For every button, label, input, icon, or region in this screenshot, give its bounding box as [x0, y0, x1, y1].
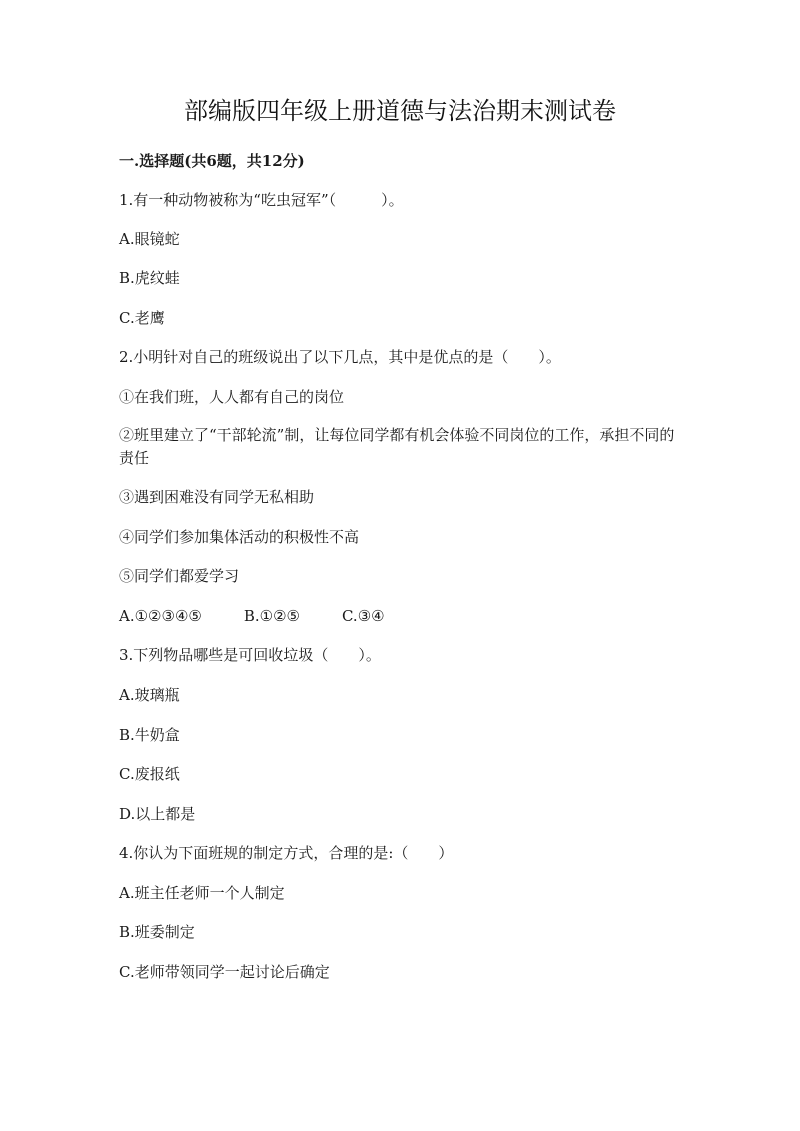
- question-4-stem: 4.你认为下面班规的制定方式，合理的是:（ ）: [119, 844, 454, 862]
- question-4-option-a: A.班主任老师一个人制定: [119, 884, 285, 902]
- question-4-option-b: B.班委制定: [119, 923, 195, 941]
- question-2-stem: 2.小明针对自己的班级说出了以下几点，其中是优点的是（ ）。: [119, 348, 561, 366]
- question-2-statement-5: ⑤同学们都爱学习: [119, 567, 240, 585]
- question-2-option-b: B.①②⑤: [243, 607, 300, 625]
- question-1-option-b: B.虎纹蛙: [119, 269, 180, 287]
- question-2-statement-3: ③遇到困难没有同学无私相助: [119, 488, 315, 506]
- question-2-option-a: A.①②③④⑤: [119, 607, 202, 625]
- question-3-option-a: A.玻璃瓶: [119, 686, 180, 704]
- question-3-option-d: D.以上都是: [119, 805, 196, 823]
- question-1-stem: 1.有一种动物被称为“吃虫冠军”（ ）。: [119, 191, 404, 209]
- question-2-option-c: C.③④: [341, 607, 385, 625]
- page-title: 部编版四年级上册道德与法治期末测试卷: [184, 97, 616, 125]
- question-2-statement-1: ①在我们班，人人都有自己的岗位: [119, 388, 345, 406]
- question-2-options: [119, 605, 679, 627]
- question-2-statement-4: ④同学们参加集体活动的积极性不高: [119, 528, 360, 546]
- question-3-option-b: B.牛奶盒: [119, 726, 180, 744]
- section-heading: 一.选择题(共6题，共12分): [119, 152, 305, 170]
- question-3-stem: 3.下列物品哪些是可回收垃圾（ ）。: [119, 646, 381, 664]
- question-4-option-c: C.老师带领同学一起讨论后确定: [119, 963, 330, 981]
- question-2-statement-2: ②班里建立了“干部轮流”制，让每位同学都有机会体验不同岗位的工作，承担不同的责任: [119, 426, 675, 467]
- question-1-option-c: C.老鹰: [119, 309, 165, 327]
- question-3-option-c: C.废报纸: [119, 765, 180, 783]
- question-1-option-a: A.眼镜蛇: [119, 230, 180, 248]
